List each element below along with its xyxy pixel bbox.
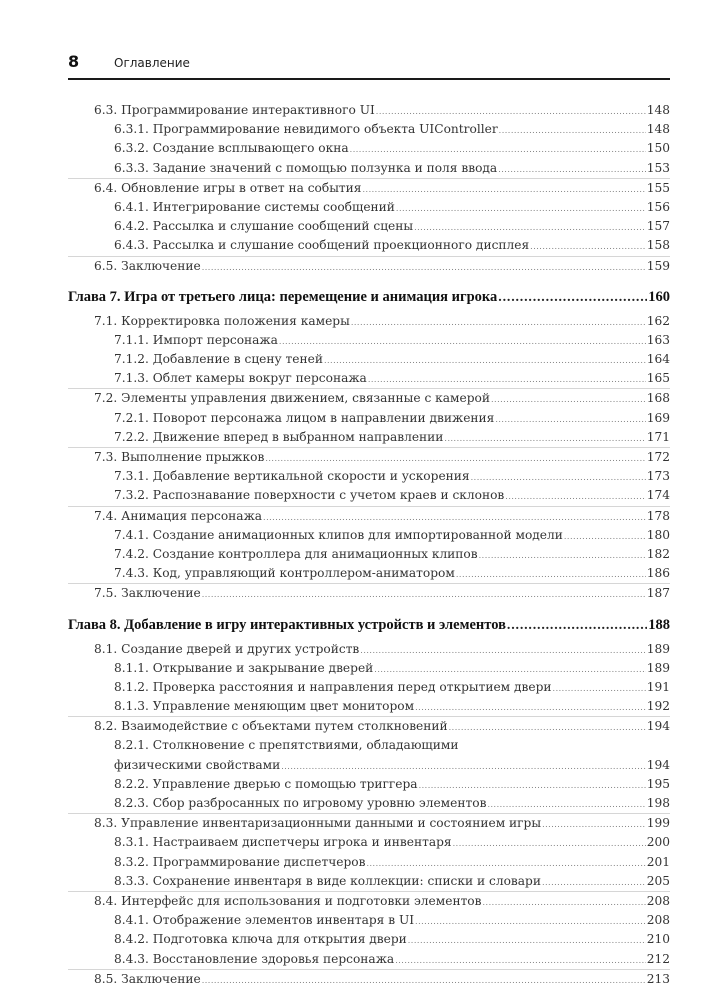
toc-chapter-8[interactable]: Глава 8. Добавление в игру интерактивных устройств и элементов ..... 188 [68,612,670,638]
toc-chapter-7[interactable]: Глава 7. Игра от третьего лица: перемещение и анимация игрока ..... 160 [68,284,670,310]
toc-entry[interactable]: 8.1.2. Проверка расстояния и направления перед открытием двери ..... 191 [68,678,670,697]
leader-dots [414,217,646,237]
leader-dots [202,257,646,277]
toc-entry[interactable]: 6.5. Заключение ..... 159 [68,257,670,276]
leader-dots [444,428,645,448]
leader-dots [498,284,647,311]
page-number: 8 [68,52,80,71]
toc-entry[interactable]: 8.1. Создание дверей и других устройств ..... 189 [68,640,670,659]
leader-dots [449,717,646,737]
leader-dots [491,389,646,409]
leader-dots [487,794,645,814]
toc-entry[interactable]: 7.3.1. Добавление вертикальной скорости и ускорения ..... 173 [68,467,670,486]
table-of-contents [68,101,670,989]
leader-dots [202,970,646,990]
toc-entry[interactable]: 7.2.2. Движение вперед в выбранном направлении ..... 171 [68,428,670,447]
leader-dots [263,507,646,527]
leader-dots [202,584,646,604]
toc-section-8-1 [68,640,670,718]
toc-entry[interactable]: 8.3. Управление инвентаризационными данными и состоянием игры ..... 199 [68,814,670,833]
toc-entry[interactable]: 7.5. Заключение ..... 187 [68,584,670,603]
toc-entry[interactable]: 7.4.1. Создание анимационных клипов для импортированной модели ..... 180 [68,526,670,545]
toc-entry[interactable]: 8.4. Интерфейс для использования и подготовки элементов ..... 208 [68,892,670,911]
leader-dots [374,659,645,679]
leader-dots [351,312,646,332]
toc-entry[interactable]: 8.2. Взаимодействие с объектами путем столкновений ..... 194 [68,717,670,736]
leader-dots [415,911,646,931]
toc-section-7-3 [68,448,670,507]
leader-dots [415,697,646,717]
toc-entry[interactable]: физическими свойствами ..... 194 [68,756,670,775]
toc-entry[interactable]: 7.1. Корректировка положения камеры ..... 162 [68,312,670,331]
toc-section-8-2 [68,717,670,814]
toc-entry[interactable]: 7.3. Выполнение прыжков ..... 172 [68,448,670,467]
leader-dots [553,678,646,698]
toc-entry[interactable]: 6.3.2. Создание всплывающего окна ..... 150 [68,139,670,158]
leader-dots [419,775,646,795]
leader-dots [350,139,646,159]
toc-entry[interactable]: 8.1.1. Открывание и закрывание дверей ..... 189 [68,659,670,678]
toc-entry[interactable]: 8.1.3. Управление меняющим цвет монитором ..... 192 [68,697,670,716]
page-header [68,52,670,80]
leader-dots [483,892,646,912]
running-title: Оглавление [114,56,190,70]
toc-section-8-4 [68,892,670,970]
toc-entry[interactable]: 7.4.3. Код, управляющий контроллером-аниматором ..... 186 [68,564,670,583]
leader-dots [281,756,646,776]
leader-dots [396,198,646,218]
leader-dots [376,101,646,121]
leader-dots [542,814,646,834]
leader-dots [499,120,646,140]
toc-section-6-5 [68,257,670,276]
leader-dots [471,467,646,487]
toc-entry[interactable]: 8.2.3. Сбор разбросанных по игровому уровню элементов ..... 198 [68,794,670,813]
leader-dots [479,545,646,565]
toc-entry[interactable]: 6.3.1. Программирование невидимого объекта UIController ..... 148 [68,120,670,139]
leader-dots [408,930,646,950]
toc-entry[interactable]: 7.2. Элементы управления движением, связанные с камерой ..... 168 [68,389,670,408]
leader-dots [324,350,646,370]
leader-dots [495,409,645,429]
leader-dots [530,236,646,256]
toc-entry[interactable]: 6.4.3. Рассылка и слушание сообщений проекционного дисплея ..... 158 [68,236,670,255]
toc-entry[interactable]: 7.1.2. Добавление в сцену теней ..... 164 [68,350,670,369]
toc-section-7-1 [68,312,670,390]
leader-dots [395,950,646,970]
leader-dots [542,872,646,892]
toc-entry[interactable]: 6.4. Обновление игры в ответ на события ..... 155 [68,179,670,198]
toc-entry[interactable]: 8.3.3. Сохранение инвентаря в виде коллекции: списки и словари ..... 205 [68,872,670,891]
leader-dots [366,853,645,873]
toc-entry[interactable]: 6.4.1. Интегрирование системы сообщений ..... 156 [68,198,670,217]
toc-entry[interactable]: 8.5. Заключение ..... 213 [68,970,670,989]
leader-dots [360,640,645,660]
leader-dots [564,526,646,546]
toc-entry[interactable]: 7.3.2. Распознавание поверхности с учетом краев и склонов ..... 174 [68,486,670,505]
toc-section-6-4 [68,179,670,257]
toc-entry[interactable]: 8.4.1. Отображение элементов инвентаря в UI ..... 208 [68,911,670,930]
toc-entry[interactable]: 7.1.1. Импорт персонажа ..... 163 [68,331,670,350]
leader-dots [498,159,646,179]
leader-dots [368,369,646,389]
leader-dots [362,179,645,199]
toc-entry[interactable]: 7.1.3. Облет камеры вокруг персонажа ..... 165 [68,369,670,388]
toc-section-7-5 [68,584,670,603]
leader-dots [453,833,646,853]
toc-entry[interactable]: 8.2.2. Управление дверью с помощью триггера ..... 195 [68,775,670,794]
toc-section-7-2 [68,389,670,448]
toc-entry[interactable]: 8.3.2. Программирование диспетчеров ..... 201 [68,853,670,872]
toc-section-8-5 [68,970,670,989]
toc-entry[interactable]: 8.3.1. Настраиваем диспетчеры игрока и инвентаря ..... 200 [68,833,670,852]
toc-entry[interactable]: 8.4.2. Подготовка ключа для открытия двери ..... 210 [68,930,670,949]
leader-dots [265,448,645,468]
toc-section-7-4 [68,507,670,585]
leader-dots [279,331,646,351]
toc-section-6-3 [68,101,670,179]
toc-entry[interactable]: 7.4.2. Создание контроллера для анимационных клипов ..... 182 [68,545,670,564]
leader-dots [456,564,646,584]
toc-entry[interactable]: 6.3.3. Задание значений с помощью ползунка и поля ввода ..... 153 [68,159,670,178]
toc-section-8-3 [68,814,670,892]
leader-dots [505,486,645,506]
toc-entry[interactable]: 6.4.2. Рассылка и слушание сообщений сцены ..... 157 [68,217,670,236]
toc-entry[interactable]: 6.3. Программирование интерактивного UI ..... 148 [68,101,670,120]
toc-entry[interactable]: 7.2.1. Поворот персонажа лицом в направлении движения ..... 169 [68,409,670,428]
toc-entry-line-1[interactable]: 8.2.1. Столкновение с препятствиями, обладающими [114,738,459,753]
toc-entry[interactable]: 7.4. Анимация персонажа ..... 178 [68,507,670,526]
toc-entry[interactable]: 8.4.3. Восстановление здоровья персонажа ..... 212 [68,950,670,969]
leader-dots [507,612,647,639]
